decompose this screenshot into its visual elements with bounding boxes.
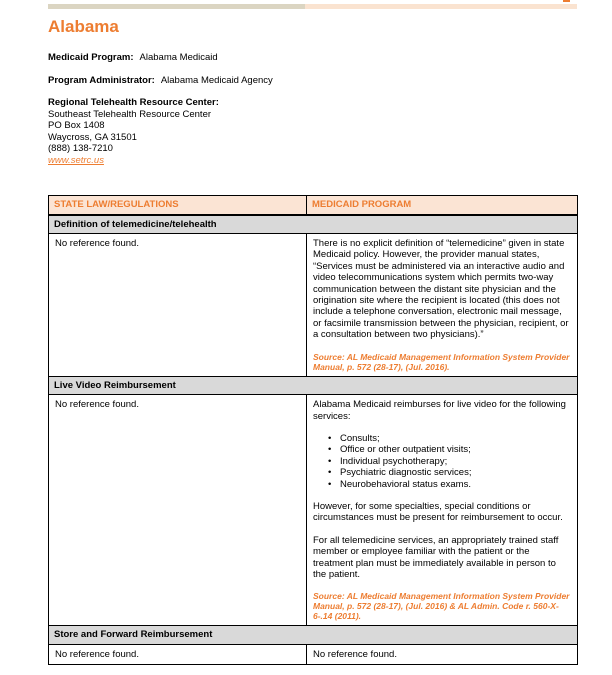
table-row: [49, 644, 578, 664]
resource-center-phone: (888) 138-7210: [48, 143, 113, 154]
medicaid-program-value: Alabama Medicaid: [139, 52, 218, 63]
section-row-live-video: [49, 376, 578, 395]
bullet-item: • Psychiatric diagnostic services;: [313, 467, 571, 478]
bullet-item: • Office or other outpatient visits;: [313, 444, 571, 455]
table-header-row: [49, 196, 578, 215]
no-reference-text: No reference found.: [55, 238, 139, 249]
definition-paragraph: There is no explicit definition of “telemedicine” given in state Medicaid policy. However, the provider manual states, “Services must be administered via an interactive audio and video telecommunications system which permits two-way communication between the distant site physician and the origination site where the recipient is located (this does not include a telephone conversation, electronic mail message, or facsimile transmission between the physician, recipient, or a consultation between two physicians).”: [313, 238, 569, 341]
program-administrator-line: [48, 75, 577, 87]
document-content: [48, 0, 577, 665]
policy-table: [48, 195, 578, 665]
live-video-paragraph: For all telemedicine services, an appropriately trained staff member or employee familiar with the patient or the treatment plan must be immediately available in person to the patient.: [313, 534, 559, 581]
section-heading-store-forward: Store and Forward Reimbursement: [49, 626, 578, 645]
program-administrator-value: Alabama Medicaid Agency: [160, 74, 273, 86]
cell-store-forward-medicaid: [307, 644, 578, 664]
resource-center-label: Regional Telehealth Resource Center:: [48, 97, 219, 108]
table-row: [49, 234, 578, 377]
medicaid-program-label: Medicaid Program:: [48, 52, 134, 63]
resource-center-name: Southeast Telehealth Resource Center: [48, 108, 212, 120]
section-row-store-forward: [49, 626, 578, 645]
resource-center-po-box: PO Box 1408: [48, 120, 105, 131]
cell-definition-medicaid: [307, 234, 578, 377]
live-video-paragraph: However, for some specialties, special conditions or circumstances must be present for reimbursement to occur.: [313, 501, 563, 524]
live-video-intro: Alabama Medicaid reimburses for live video for the following services:: [313, 399, 566, 422]
source-citation-definition: Source: AL Medicaid Management Information System Provider Manual, p. 572 (28-17), (Jul. 2016).: [313, 351, 570, 372]
section-heading-live-video: Live Video Reimbursement: [49, 376, 578, 395]
column-header-medicaid-program: MEDICAID PROGRAM: [307, 196, 578, 215]
source-citation-live-video: Source: AL Medicaid Management Information System Provider Manual, p. 572 (28-17), (Jul. 2016) & AL Admin. Code r. 560-X-6-.14 (2011).: [313, 591, 570, 622]
cell-definition-state-law: [49, 234, 307, 377]
table-row: [49, 395, 578, 626]
live-video-services-list: [313, 433, 571, 490]
resource-center-block: [48, 97, 577, 166]
column-header-state-law: STATE LAW/REGULATIONS: [49, 196, 307, 215]
no-reference-text: No reference found.: [55, 399, 139, 411]
no-reference-text: No reference found.: [55, 648, 139, 660]
bullet-item: • Individual psychotherapy;: [313, 456, 571, 467]
medicaid-program-line: [48, 52, 577, 64]
bullet-item: • Consults;: [313, 433, 571, 444]
cell-store-forward-state-law: [49, 644, 307, 664]
bullet-item: • Neurobehavioral status exams.: [313, 479, 571, 490]
cell-live-video-state-law: [49, 395, 307, 626]
no-reference-text: No reference found.: [313, 648, 397, 660]
resource-center-website-link[interactable]: www.setrc.us: [48, 154, 104, 166]
cell-live-video-medicaid: [307, 395, 578, 626]
resource-center-city: Waycross, GA 31501: [48, 131, 137, 143]
section-row-definition: [49, 215, 578, 234]
program-administrator-label: Program Administrator:: [48, 74, 155, 86]
section-heading-definition: Definition of telemedicine/telehealth: [49, 215, 578, 234]
page-title: Alabama: [48, 17, 119, 36]
